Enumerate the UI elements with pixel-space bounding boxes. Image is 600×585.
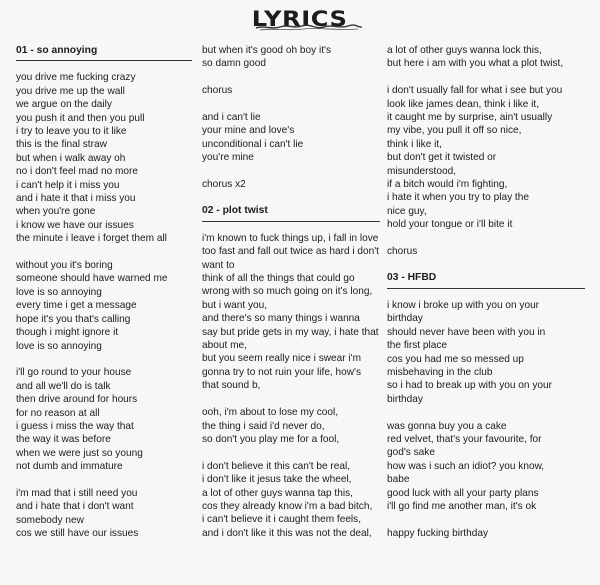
lyric-line: i can't help it i miss you xyxy=(16,179,120,191)
lyric-line: babe xyxy=(387,474,410,486)
lyric-line: hope it's you that's calling xyxy=(16,313,131,325)
lyric-line: no i don't feel mad no more xyxy=(16,166,139,178)
lyric-line: for no reason at all xyxy=(16,407,100,419)
song-divider xyxy=(202,221,380,222)
lyric-line: i'll go round to your house xyxy=(16,367,132,379)
lyric-line: i know i broke up with you on your xyxy=(387,299,540,311)
lyric-line: birthday xyxy=(387,313,423,325)
lyric-line: happy fucking birthday xyxy=(387,527,489,539)
lyric-line: though i might ignore it xyxy=(16,327,119,339)
lyric-line: i don't believe it this can't be real, xyxy=(202,460,351,472)
lyric-line: ooh, i'm about to lose my cool, xyxy=(202,407,339,419)
lyric-line: i know we have our issues xyxy=(16,219,134,231)
lyric-line: so damn good xyxy=(202,58,266,70)
lyric-line: i can't believe it i caught them feels, xyxy=(202,514,362,526)
lyric-line: you drive me up the wall xyxy=(16,85,125,97)
chorus-marker: chorus x2 xyxy=(202,179,246,191)
lyric-line: so don't you play me for a fool, xyxy=(202,433,340,445)
lyrics-column-1 xyxy=(16,44,192,541)
lyric-line: hold your tongue or i'll bite it xyxy=(387,219,513,231)
lyric-line: but you seem really nice i swear i'm xyxy=(202,353,362,365)
song-title-so-annoying: 01 - so annoying xyxy=(16,45,98,56)
stanza xyxy=(16,71,192,245)
lyric-line: but i want you, xyxy=(202,299,268,311)
lyric-line: love is so annoying xyxy=(16,340,102,352)
lyric-line: i'll go find me another man, it's ok xyxy=(387,500,537,512)
lyric-line: say but pride gets in my way, i hate that xyxy=(202,326,379,338)
song-divider xyxy=(387,288,585,289)
lyric-line: god's sake xyxy=(387,447,435,459)
lyric-line: a lot of other guys wanna tap this, xyxy=(202,487,353,499)
lyric-line: that sound b, xyxy=(202,380,261,392)
stanza xyxy=(387,299,585,406)
lyric-line: we argue on the daily xyxy=(16,99,112,111)
lyric-line: the first place xyxy=(387,340,448,352)
lyric-line: and all we'll do is talk xyxy=(16,380,111,392)
chorus-marker: chorus xyxy=(202,85,233,97)
lyric-line: but don't get it twisted or xyxy=(387,152,497,164)
lyric-line: but when i walk away oh xyxy=(16,152,126,164)
stanza xyxy=(387,84,585,231)
lyric-line: not dumb and immature xyxy=(16,461,123,473)
lyric-line: misbehaving in the club xyxy=(387,366,493,378)
stanza xyxy=(202,44,380,71)
lyric-line: and there's so many things i wanna xyxy=(202,313,360,325)
lyric-line: if a bitch would i'm fighting, xyxy=(387,179,508,191)
lyric-line: i'm mad that i still need you xyxy=(16,487,138,499)
lyrics-column-2 xyxy=(202,44,380,540)
lyric-line: it caught me by surprise, ain't usually xyxy=(387,112,553,124)
lyric-line: about me, xyxy=(202,340,247,352)
lyric-line: my vibe, you pull it off so nice, xyxy=(387,125,522,137)
lyric-line: think of all the things that could go xyxy=(202,273,355,285)
lyric-line: i don't usually fall for what i see but you xyxy=(387,85,563,97)
lyric-line: and i can't lie xyxy=(202,112,261,123)
lyric-line: without you it's boring xyxy=(16,260,113,272)
lyric-line: when you're gone xyxy=(16,206,96,218)
stanza xyxy=(16,259,192,353)
lyric-line: cos they already know i'm a bad bitch, xyxy=(202,500,373,512)
lyric-line: red velvet, that's your favourite, for xyxy=(387,433,542,445)
lyric-line: and i hate it that i miss you xyxy=(16,193,136,205)
stanza xyxy=(387,44,585,71)
lyric-line: was gonna buy you a cake xyxy=(387,420,507,432)
lyric-line: a lot of other guys wanna lock this, xyxy=(387,45,542,56)
lyric-line: so i had to break up with you on your xyxy=(387,380,552,392)
lyric-line: i try to leave you to it like xyxy=(16,126,127,138)
lyric-line: your mine and love's xyxy=(202,125,295,137)
lyric-line: you push it and then you pull xyxy=(16,112,145,124)
chorus-marker: chorus xyxy=(387,246,418,258)
lyric-line: i'm known to fuck things up, i fall in love xyxy=(202,232,379,244)
lyric-line: but here i am with you what a plot twist, xyxy=(387,58,564,70)
lyric-line: i don't like it jesus take the wheel, xyxy=(202,474,352,486)
stanza xyxy=(202,111,380,165)
lyric-line: look like james dean, think i like it, xyxy=(387,98,540,110)
lyric-line: and i hate that i don't want xyxy=(16,501,134,513)
stanza xyxy=(16,366,192,473)
lyric-line: cos you had me so messed up xyxy=(387,353,524,365)
lyric-line: want to xyxy=(202,259,235,271)
lyric-line: cos we still have our issues xyxy=(16,528,139,540)
lyric-line: every time i get a message xyxy=(16,300,137,312)
song-title-hfbd: 03 - HFBD xyxy=(387,272,437,284)
stanza xyxy=(202,406,380,446)
lyric-line: someone should have warned me xyxy=(16,273,168,285)
song-title-plot-twist: 02 - plot twist xyxy=(202,205,268,217)
stanza xyxy=(202,232,380,393)
lyric-line: then drive around for hours xyxy=(16,394,138,406)
page-title: LYRICS xyxy=(252,7,348,31)
lyric-line: and i don't like it this was not the deal, xyxy=(202,527,372,539)
lyric-line: good luck with all your party plans xyxy=(387,487,539,499)
lyric-line: this is the final straw xyxy=(16,139,107,151)
stanza xyxy=(202,460,380,540)
lyric-line: i guess i miss the way that xyxy=(16,420,134,432)
lyric-line: the minute i leave i forget them all xyxy=(16,233,167,245)
lyric-line: think i like it, xyxy=(387,138,442,150)
lyric-line: how was i such an idiot? you know, xyxy=(387,460,545,472)
lyric-line: too fast and fall out twice as hard i don't xyxy=(202,246,379,258)
lyric-line: should never have been with you in xyxy=(387,326,546,338)
title-underline-scribble xyxy=(254,22,364,32)
lyrics-column-3 xyxy=(387,44,585,540)
lyric-line: you drive me fucking crazy xyxy=(16,72,136,84)
lyric-line: you're mine xyxy=(202,152,254,164)
lyric-line: i hate it when you try to play the xyxy=(387,192,529,204)
lyric-line: birthday xyxy=(387,393,423,405)
lyric-line: misunderstood, xyxy=(387,165,457,177)
lyric-line: wrong with so much going on it's long, xyxy=(202,286,373,298)
lyric-line: but when it's good oh boy it's xyxy=(202,45,331,56)
lyric-line: love is so annoying xyxy=(16,286,102,298)
song-divider xyxy=(16,60,192,61)
lyric-line: gonna try to not ruin your life, how's xyxy=(202,366,362,378)
lyric-line: the way it was before xyxy=(16,434,111,446)
lyric-line: when we were just so young xyxy=(16,447,143,459)
lyric-line: unconditional i can't lie xyxy=(202,138,304,150)
lyric-line: the thing i said i'd never do, xyxy=(202,420,325,432)
stanza xyxy=(16,487,192,541)
lyric-line: nice guy, xyxy=(387,205,427,217)
lyric-line: somebody new xyxy=(16,514,84,526)
stanza xyxy=(387,420,585,514)
